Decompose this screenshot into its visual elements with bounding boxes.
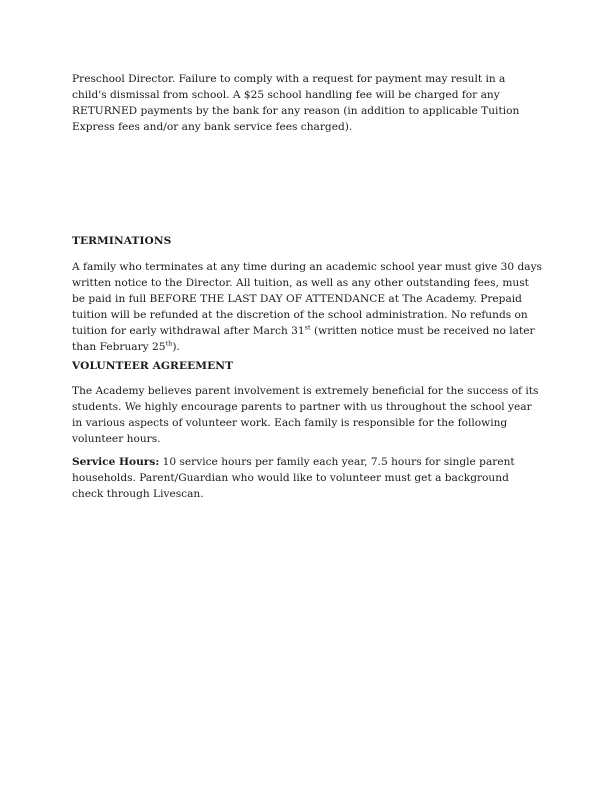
- payment-policy-paragraph: Preschool Director. Failure to comply with a request for payment may result in a child's dismissal from school. A $25 school handling fee will be charged for any RETURNED payments by the bank for any reason (in addition to applicable Tuition Express fees and/or any bank service fees charged).: [72, 73, 520, 133]
- volunteer-agreement-heading: VOLUNTEER AGREEMENT: [72, 360, 234, 372]
- service-hours-text: 10 service hours per family each year, 7.5 hours for single parent households. Parent/Guardian who would like to volunteer must get a background check through Livescan.: [72, 456, 515, 500]
- service-hours-label: Service Hours:: [72, 456, 160, 468]
- terminations-paragraph: [72, 259, 542, 355]
- ordinal-suffix-st: st: [304, 323, 311, 332]
- terminations-text-part1: A family who terminates at any time during an academic school year must give 30 days written notice to the Director. All tuition, as well as any other outstanding fees, must be paid in full BEFORE THE LAST DAY OF ATTENDANCE at The Academy. Prepaid tuition will be refunded at the discretion of the school administration. No refunds on tuition for early withdrawal after March 31: [72, 261, 542, 337]
- terminations-text-part3: ).: [172, 341, 180, 353]
- terminations-heading: TERMINATIONS: [72, 235, 172, 247]
- ordinal-suffix-th: th: [165, 339, 173, 348]
- terminations-text-part2: (written notice must be received no later than February 25: [72, 325, 535, 353]
- service-hours-paragraph: [72, 454, 542, 502]
- volunteer-agreement-paragraph: The Academy believes parent involvement is extremely beneficial for the success of its students. We highly encourage parents to partner with us throughout the school year in various aspects of volunteer work. Each family is responsible for the following volunteer hours.: [72, 385, 539, 445]
